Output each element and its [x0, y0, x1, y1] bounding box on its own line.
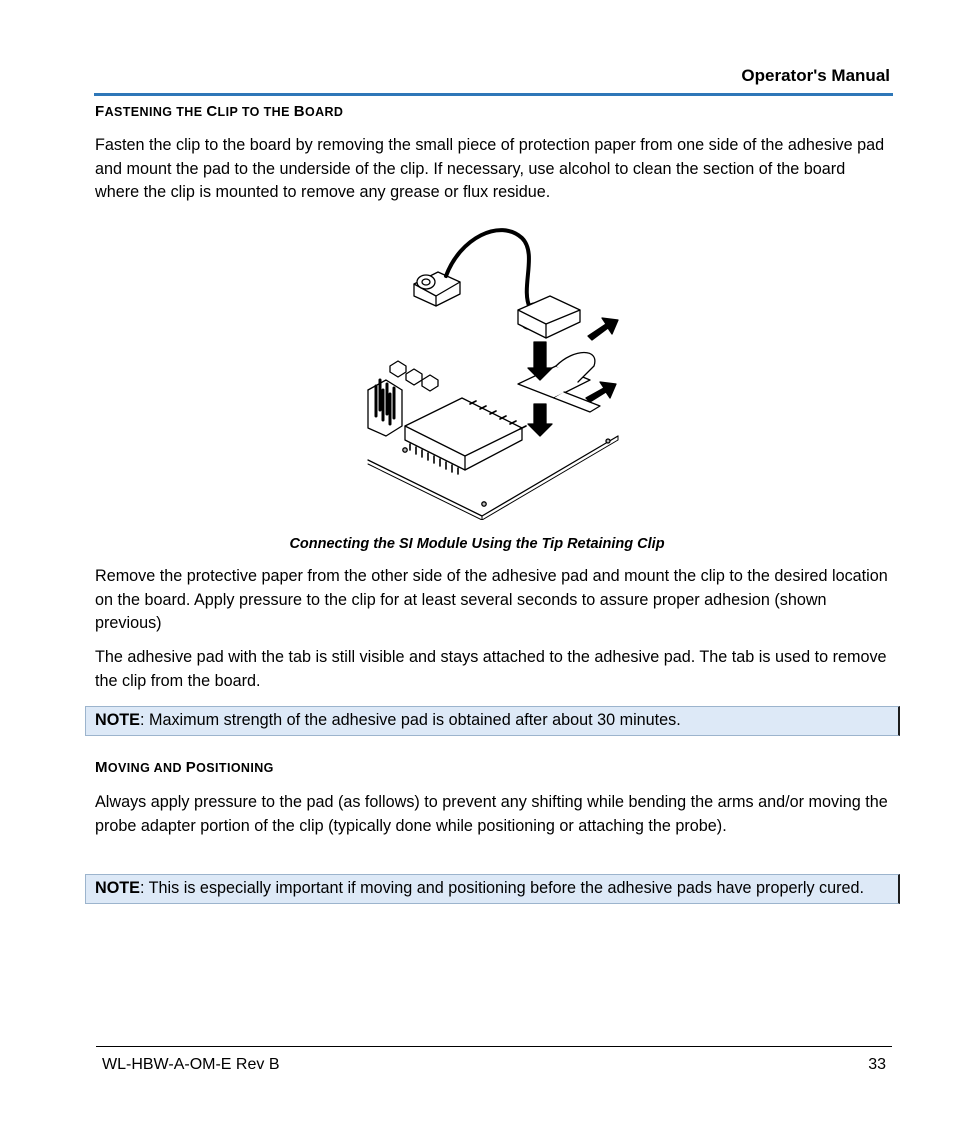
title-cap: P — [185, 759, 197, 776]
footer-doc-id: WL-HBW-A-OM-E Rev B — [102, 1056, 280, 1073]
clip-board-illustration — [350, 218, 630, 520]
note-label: NOTE — [95, 879, 140, 897]
paragraph-fasten-instructions: Fasten the clip to the board by removing the small piece of protection paper from one side of the adhesive pad and mount the pad to the underside of the clip. If necessary, use alcohol to clean the section of the board where the clip is mounted to remove any grease or flux residue. — [95, 136, 885, 201]
title-cap: F — [95, 103, 105, 120]
title-cap: B — [293, 103, 305, 120]
note-box-adhesive-strength — [85, 706, 900, 736]
note-text: : Maximum strength of the adhesive pad is obtained after about 30 minutes. — [139, 711, 681, 729]
paragraph-remove-paper: Remove the protective paper from the other side of the adhesive pad and mount the clip to the desired location on the board. Apply pressure to the clip for at least several seconds to assure proper adhesion (shown previous) — [95, 567, 888, 632]
title-part: LIP TO THE — [217, 105, 294, 119]
title-cap: M — [95, 759, 108, 776]
footer-page-number: 33 — [868, 1056, 886, 1073]
title-part: OARD — [304, 105, 344, 119]
footer-rule — [96, 1046, 892, 1047]
note-label: NOTE — [95, 711, 140, 729]
title-cap: C — [206, 103, 218, 120]
header-rule — [94, 93, 893, 96]
section-title-moving — [95, 758, 274, 778]
title-part: OSITIONING — [196, 761, 274, 775]
title-part: ASTENING THE — [104, 105, 207, 119]
paragraph-tab-usage: The adhesive pad with the tab is still visible and stays attached to the adhesive pad. The tab is used to remove the clip from the board. — [95, 648, 887, 690]
header-title: Operator's Manual — [741, 66, 890, 85]
note-text: : This is especially important if moving and positioning before the adhesive pads have properly cured. — [139, 879, 865, 897]
section-title-fastening — [95, 102, 343, 122]
paragraph-apply-pressure: Always apply pressure to the pad (as follows) to prevent any shifting while bending the arms and/or moving the probe adapter portion of the clip (typically done while positioning or attaching the probe). — [95, 793, 888, 835]
title-part: OVING AND — [107, 761, 186, 775]
figure-caption: Connecting the SI Module Using the Tip Retaining Clip — [289, 536, 665, 552]
note-box-positioning — [85, 874, 900, 904]
clip-board-illustration-svg — [350, 218, 630, 520]
